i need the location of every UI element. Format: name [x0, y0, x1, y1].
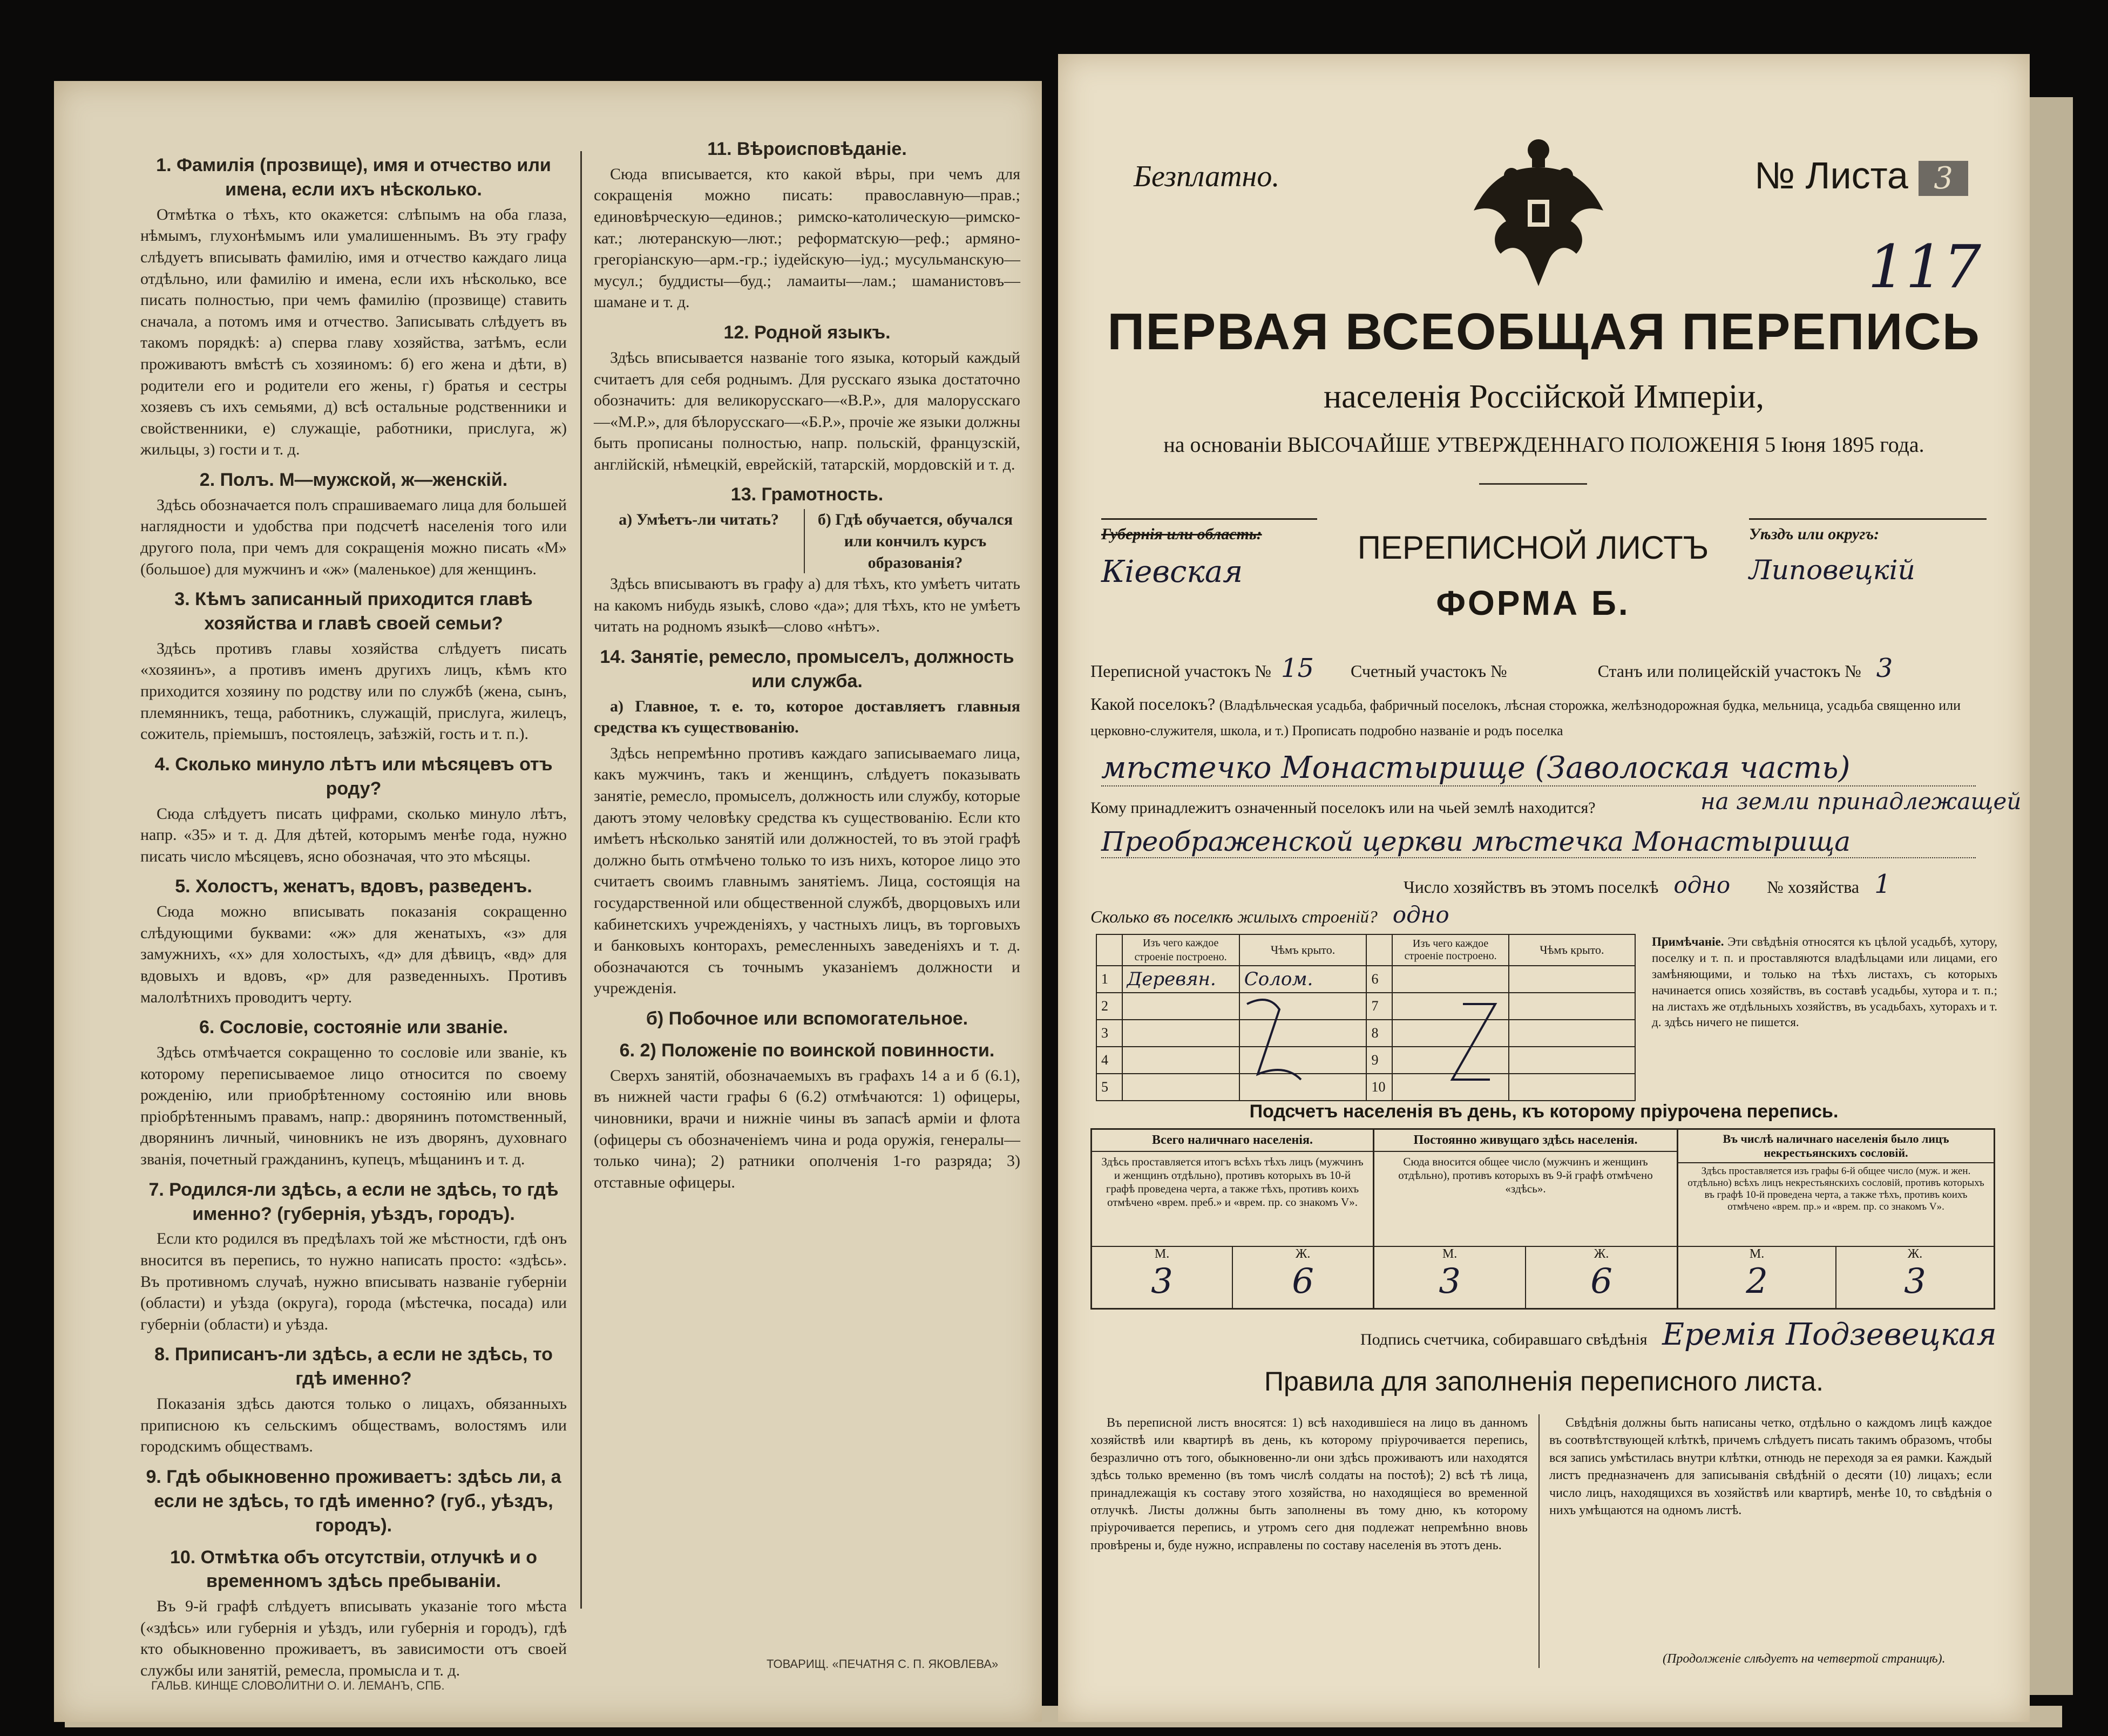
section-11-title: 11. Вѣроисповѣданіе. [707, 139, 907, 159]
right-page [1058, 54, 2030, 1722]
stan-value: 3 [1876, 653, 1893, 683]
buildings-row [1090, 901, 1449, 928]
signature-value: Еремія Подзевецкая [1662, 1317, 1997, 1352]
section-3-title: 3. Кѣмъ записанный приходится главѣ хозяйства и главѣ своей семьи? [174, 589, 533, 634]
note-text: Эти свѣдѣнія относятся къ цѣлой усадьбѣ, хутору, поселку и т. п. и проставляются владѣльцами или лицами, его замѣняющими, и только на тѣхъ листахъ, съ которыхъ начинается опись хозяйствъ, въ составѣ усадьбы, хутора и т. п.; на листахъ же отдѣльныхъ хозяйствъ, въ усадьбахъ, хуторахъ и т. д. здѣсь ничего не пишется. [1652, 935, 1998, 1029]
section-13-b: б) Гдѣ обучается, обучался или кончилъ курсъ образованія? [817, 511, 1013, 572]
row-num: 4 [1096, 1047, 1122, 1074]
section-1-title: 1. Фамилія (прозвище), имя и отчество или имена, если ихъ нѣсколько. [156, 155, 551, 200]
left-column-1 [140, 146, 567, 1680]
strike-through-marks [1236, 972, 1614, 1107]
buildings-col-material-2: Изъ чего каждое строеніе построено. [1392, 934, 1508, 966]
count-value: 6 [1292, 1262, 1314, 1301]
household-no-value: 1 [1874, 869, 1891, 899]
sex-m: М. [1749, 1247, 1765, 1261]
section-8-title: 8. Приписанъ-ли здѣсь, а если не здѣсь, то гдѣ именно? [154, 1344, 553, 1389]
buildings-col-roof: Чѣмъ крыто. [1239, 934, 1367, 966]
buildings-value: одно [1392, 901, 1449, 928]
count-cell-m1 [1092, 1247, 1233, 1309]
row-num: 8 [1366, 1020, 1392, 1047]
count-title: Подсчетъ населенія въ день, къ которому пріурочена перепись. [1249, 1101, 1839, 1122]
section-14-a: а) Главное, т. е. то, которое доставляетъ главныя средства къ существованію. [594, 697, 1020, 737]
sex-m: М. [1442, 1247, 1458, 1261]
count-cell-f3 [1836, 1247, 1994, 1309]
count-value: 3 [1439, 1262, 1461, 1301]
households-label: Число хозяйствъ въ этомъ поселкѣ [1404, 877, 1659, 897]
sheet-number-text: № Листа [1754, 154, 1908, 196]
uezd-value: Липовецкій [1749, 554, 1915, 586]
gubernia-box [1101, 518, 1317, 639]
uchastok-value: 15 [1280, 653, 1314, 683]
sex-m: М. [1154, 1247, 1170, 1261]
gubernia-label: Губернія или область: [1101, 525, 1262, 543]
imperial-eagle-emblem [1468, 135, 1609, 291]
section-13-text: Здѣсь вписываютъ въ графу а) для тѣхъ, кто умѣетъ читать на какомъ нибудь языкѣ, слово «да»; для тѣхъ, кто не умѣетъ читать на родномъ языкѣ—слово «нѣтъ». [594, 575, 1020, 636]
buildings-label: Сколько въ поселкѣ жилыхъ строеній? [1090, 907, 1378, 926]
sheet-number-value: 3 [1919, 161, 1968, 196]
section-7-text: Если кто родился въ предѣлахъ той же мѣстности, гдѣ онъ вносится въ перепись, то нужно написать просто: «здѣсь». Въ противномъ случаѣ, нужно вписывать названіе губерніи (области) и уѣзда (округа), города (мѣстечка, посада) или губерніи (области) и уѣзда. [140, 1230, 567, 1333]
sex-f: Ж. [1594, 1247, 1609, 1261]
poselok-value: мѣстечко Монастырище (Заволоская часть) [1101, 750, 1976, 786]
count-cell-f1 [1233, 1247, 1374, 1309]
row-num: 2 [1096, 993, 1122, 1020]
buildings-note [1652, 934, 1997, 1030]
count-header-3: Въ числѣ наличнаго населенія было лицъ некрестьянскихъ сословій. [1678, 1130, 1994, 1163]
section-9-title: 9. Гдѣ обыкновенно проживаетъ: здѣсь ли, а если не здѣсь, то гдѣ именно? (губ., уѣздъ, городъ). [146, 1466, 561, 1536]
section-13-subheads [594, 509, 1020, 573]
row-num: 1 [1096, 966, 1122, 993]
count-value: 3 [1904, 1262, 1926, 1301]
uchastok-row [1090, 653, 1997, 683]
section-10-text: Въ 9-й графѣ слѣдуетъ вписывать указаніе того мѣста («здѣсь» или губернія и уѣздъ, или губернія и городъ), гдѣ кто обыкновенно проживаетъ, въ зависимости отъ своей службы или занятій, ремесла, промысла и т. д. [140, 1597, 567, 1680]
section-12-title: 12. Родной языкъ. [723, 322, 891, 343]
section-6-2-text: Сверхъ занятій, обозначаемыхъ въ графахъ 14 а и б (6.1), въ нижней части графы 6 (6.2) отмѣчаются: 1) офицеры, чиновники, врачи и нижніе чины въ запасѣ арміи и флота (офицеры съ обозначеніемъ чина и рода оружія, генералы—только чина); 2) ратники ополченія 1-го разряда; 3) отставные офицеры. [594, 1066, 1020, 1191]
sheet-number-label [1754, 154, 1968, 197]
buildings-col-material: Изъ чего каждое строеніе построено. [1122, 934, 1239, 966]
row1-material: Деревян. [1122, 966, 1239, 993]
count-desc-3: Здѣсь проставляется изъ графы 6-й общее число (муж. и жен. отдѣльно) всѣхъ лицъ некрестьянскихъ сословій, противъ которыхъ въ графѣ 10-й проведена черта, а также тѣхъ, противъ коихъ отмѣчено «врем. пр.» и «врем. пр. со знакомъ V». [1687, 1165, 1984, 1212]
uezd-box [1749, 518, 1987, 639]
row-num: 6 [1366, 966, 1392, 993]
row-num: 3 [1096, 1020, 1122, 1047]
note-title: Примѣчаніе. [1652, 935, 1724, 948]
left-column-2 [594, 130, 1020, 1630]
sex-f: Ж. [1907, 1247, 1923, 1261]
main-title: ПЕРВАЯ ВСЕОБЩАЯ ПЕРЕПИСЬ [1107, 303, 1981, 361]
sex-f: Ж. [1295, 1247, 1311, 1261]
count-value: 2 [1746, 1262, 1768, 1301]
printer-imprint-right: ТОВАРИЩ. «ПЕЧАТНЯ С. П. ЯКОВЛЕВА» [767, 1657, 999, 1671]
section-6-text: Здѣсь отмѣчается сокращенно то сословіе или званіе, къ которому переписываемое лицо относится по своему рожденію, или приобрѣтенному состоянію или вновь пріобрѣтеннымъ правамъ, напр.: дворянинъ потомственный, дворянинъ личный, чиновникъ не изъ дворянъ, духовнаго званія, почетный гражданинъ, купецъ, мѣщанинъ и т. д. [140, 1043, 567, 1169]
paper-edge-right [2024, 97, 2073, 1695]
section-12-text: Здѣсь вписывается названіе того языка, который каждый считаетъ для себя роднымъ. Для русскаго языка достаточно обозначить: для великорусскаго—«В.Р.», для малорусскаго—«М.Р.», для бѣлорусскаго—«Б.Р.», прочіе же языки должны быть прописаны полностью, напр. польскій, французскій, англійскій, нѣмецкій, еврейскій, татарскій, мордовскій и т. д. [594, 348, 1020, 473]
stan-label: Станъ или полицейскій участокъ № [1597, 661, 1861, 681]
row-num: 5 [1096, 1074, 1122, 1101]
section-2-title: 2. Полъ. М—мужской, ж—женскій. [199, 469, 508, 490]
section-5-title: 5. Холостъ, женатъ, вдовъ, разведенъ. [175, 876, 532, 897]
rules-column-2: Свѣдѣнія должны быть написаны четко, отдѣльно о каждомъ лицѣ каждое въ соотвѣтствующей клѣткѣ, причемъ слѣдуетъ писать такимъ образомъ, чтобы вся запись умѣстилась внутри клѣтки, отнюдь не переходя за ея рамки. Каждый листъ предназначенъ для записыванія свѣдѣній о десяти (10) лицахъ; если число лицъ, находящихся въ хозяйствѣ или квартирѣ, менѣе 10, то свѣдѣнія о нихъ умѣщаются на одномъ листѣ. [1549, 1416, 1992, 1517]
owner-value-1: на земли принадлежащей [1700, 788, 2022, 815]
section-14-text: Здѣсь непремѣнно противъ каждаго записываемаго лица, какъ мужчинъ, такъ и женщинъ, слѣдуетъ показывать занятіе, ремесло, промыселъ, должность или службу, которые даютъ этому человѣку средства къ существованію. Если кто имѣетъ нѣсколько занятій или должностей, то въ этой графѣ должно быть отмѣчено только то изъ нихъ, которое лицо это считаетъ своимъ главнымъ занятіемъ. Лица, состоящія на государственной или общественной службѣ, дворцовыхъ или кабинетскихъ учрежденіяхъ, у частныхъ лицъ, въ торговыхъ и банковыхъ конторахъ, ремесленныхъ заведеніяхъ и т. д. обозначаются съ точнымъ указаніемъ должности и учрежденія. [594, 744, 1020, 998]
margin-number: 117 [1868, 232, 1981, 301]
section-6-2-title: 6. 2) Положеніе по воинской повинности. [619, 1040, 995, 1061]
section-5-text: Сюда можно вписывать показанія сокращенно слѣдующими буквами: «ж» для женатыхъ, «з» для замужнихъ, «х» для холостыхъ, «д» для дѣвицъ, «вд» для вдовыхъ и вдовъ, «р» для разведенныхъ. Противъ малолѣтнихъ проводитъ черту. [140, 903, 567, 1006]
owner-value-2: Преображенской церкви мѣстечка Монастырища [1101, 826, 1976, 858]
poselok-row [1090, 691, 1997, 743]
section-14b-title: б) Побочное или вспомогательное. [646, 1008, 968, 1029]
section-3-text: Здѣсь противъ главы хозяйства слѣдуетъ писать «хозяинъ», а противъ именъ другихъ лицъ, кѣмъ кто приходится хозяину по родству или по службѣ (жена, сынъ, племянникъ, теща, работникъ, служащій, прислуга, жилецъ, сожитель, пріемышъ, постоялецъ, заѣзжій, гость и т. п.). [140, 639, 567, 743]
section-8-text: Показанія здѣсь даются только о лицахъ, обязанныхъ приписною къ сельскимъ обществамъ, волостямъ или городскимъ обществамъ. [140, 1395, 567, 1456]
schetny-label: Счетный участокъ № [1350, 661, 1507, 681]
count-cell-m3 [1678, 1247, 1836, 1309]
count-desc-1: Здѣсь проставляется итогъ всѣхъ тѣхъ лицъ (мужчинъ и женщинъ отдѣльно), противъ которыхъ въ 10-й графѣ проведена черта, а также тѣхъ, противъ коихъ отмѣчено «врем. преб.» и «врем. пр. со знакомъ V». [1101, 1155, 1364, 1209]
households-row [1404, 869, 1891, 899]
legal-basis: на основаніи ВЫСОЧАЙШЕ УТВЕРЖДЕННАГО ПОЛОЖЕНІЯ 5 Іюня 1895 года. [1163, 432, 1924, 457]
form-title: ФОРМА Б. [1436, 584, 1630, 622]
rules-column-1: Въ переписной листъ вносятся: 1) всѣ находившіеся на лицо въ данномъ хозяйствѣ или квартирѣ въ день, къ которому пріурочивается перепись, безразлично отъ того, обыкновенно-ли они здѣсь проживаютъ или находятся здѣсь только временно (въ томъ числѣ солдаты на постоѣ); 2) всѣ тѣ лица, принадлежащія къ составу этого хозяйства, но находящіеся во временной отлучкѣ. Листы должны быть заполнены въ тому дню, къ которому пріурочивается перепись, и утромъ сего дня подлежат непремѣнно вновь провѣрены и, буде нужно, исправлены по составу населенія въ этотъ день. [1090, 1416, 1528, 1552]
owner-label: Кому принадлежитъ означенный поселокъ или на чьей землѣ находится? [1090, 799, 1596, 817]
column-divider [580, 151, 582, 1609]
rules-title: Правила для заполненія переписного листа. [1264, 1366, 1824, 1396]
row-num: 7 [1366, 993, 1392, 1020]
section-11-text: Сюда вписывается, кто какой вѣры, при чемъ для сокращенія можно писать: православную—прав.; единовѣрческую—единов.; римско-католическую—римско-кат.; лютеранскую—лют.; реформатскую—реф.; армяно-грегоріанскую—арм.-гр.; іудейскую—іуд.; мусульманскую—мусул.; буддисты—буд.; ламаиты—лам.; шаманистовъ—шамане и т. д. [594, 165, 1020, 311]
section-13-a: а) Умѣетъ-ли читать? [594, 509, 805, 573]
count-header-1: Всего наличнаго населенія. [1092, 1130, 1373, 1152]
section-1-text: Отмѣтка о тѣхъ, кто окажется: слѣпымъ на оба глаза, нѣмымъ, глухонѣмымъ или умалишеннымъ. Въ эту графу слѣдуетъ вписывать фамилію, имя и отчество каждаго лица отдѣльно, или фамилію и имена, если ихъ нѣсколько, все писать полностью, при чемъ фамилію (прозвище) ставить сначала, а потомъ имя и отчество. Записывать слѣдуетъ въ такомъ порядкѣ: а) сперва главу хозяйства, затѣмъ, если проживаютъ вмѣстѣ съ хозяиномъ: б) его жена и дѣти, в) родители его и родители его жены, г) братья и сестры хозяевъ съ ихъ семьями, д) всѣ остальные родственники и свойственники, е) служащіе, работники, прислуга, ж) жильцы, з) гости и т. д. [140, 205, 567, 459]
uezd-label: Уѣздъ или округъ: [1749, 525, 1880, 543]
count-cell-f2 [1526, 1247, 1678, 1309]
count-table [1090, 1128, 1995, 1310]
gubernia-value: Кіевская [1101, 554, 1243, 589]
count-value: 3 [1151, 1262, 1173, 1301]
row1-roof: Солом. [1239, 966, 1367, 993]
section-14-title: 14. Занятіе, ремесло, промыселъ, должность или служба. [600, 646, 1014, 691]
continued-note: (Продолженіе слѣдуетъ на четвертой страницѣ). [1663, 1652, 1946, 1666]
row-num: 10 [1366, 1074, 1392, 1101]
poselok-label: Какой поселокъ? [1090, 694, 1216, 714]
section-13-title: 13. Грамотность. [730, 484, 884, 505]
poselok-hint: (Владѣльческая усадьба, фабричный поселокъ, лѣсная сторожка, желѣзнодорожная будка, мельница, усадьба священно или церковно-служителя, школа, и т.) Прописать подробно названіе и родъ поселка [1090, 697, 1961, 738]
rules-divider [1538, 1414, 1540, 1668]
left-page [54, 81, 1042, 1722]
count-header-2: Постоянно живущаго здѣсь населенія. [1374, 1130, 1677, 1152]
sheet-title: ПЕРЕПИСНОЙ ЛИСТЪ [1357, 530, 1709, 566]
section-2-text: Здѣсь обозначается полъ спрашиваемаго лица для большей наглядности и удобства при подсчетѣ населенія того или другого пола, при чемъ для сокращенія можно писать «М» (большое) для мужчинъ и «ж» (маленькое) для женщинъ. [140, 496, 567, 578]
section-10-title: 10. Отмѣтка объ отсутствіи, отлучкѣ и о временномъ здѣсь пребываніи. [170, 1547, 538, 1592]
count-cell-m2 [1374, 1247, 1526, 1309]
printer-imprint-left: ГАЛЬВ. КИНЩЕ СЛОВОЛИТНИ О. И. ЛЕМАНЪ, СПБ. [151, 1679, 445, 1692]
count-values-row [1092, 1246, 1994, 1309]
title-rule [1479, 483, 1587, 485]
buildings-col-roof-2: Чѣмъ крыто. [1509, 934, 1635, 966]
count-desc-2: Сюда вносится общее число (мужчинъ и женщинъ отдѣльно), противъ которыхъ въ 9-й графѣ отмѣчено «здѣсь». [1398, 1155, 1653, 1195]
uchastok-label: Переписной участокъ № [1090, 661, 1271, 681]
count-value: 6 [1590, 1262, 1612, 1301]
row-num: 9 [1366, 1047, 1392, 1074]
signature-row [1360, 1317, 1997, 1352]
signature-label: Подпись счетчика, собиравшаго свѣдѣнія [1360, 1331, 1648, 1348]
section-4-title: 4. Сколько минуло лѣтъ или мѣсяцевъ отъ роду? [154, 754, 553, 799]
section-4-text: Сюда слѣдуетъ писать цифрами, сколько минуло лѣтъ, напр. «35» и т. д. Для дѣтей, которымъ менѣе года, нужно писать число мѣсяцевъ, ясно обозначая, что это мѣсяцы. [140, 804, 567, 865]
section-7-title: 7. Родился-ли здѣсь, а если не здѣсь, то гдѣ именно? (губернія, уѣздъ, городъ). [148, 1179, 559, 1224]
free-label: Безплатно. [1134, 160, 1280, 193]
section-6-title: 6. Сословіе, состояніе или званіе. [199, 1017, 508, 1038]
household-no-label: № хозяйства [1767, 877, 1860, 897]
subtitle: населенія Россійской Имперіи, [1323, 378, 1765, 415]
households-value: одно [1673, 872, 1731, 898]
